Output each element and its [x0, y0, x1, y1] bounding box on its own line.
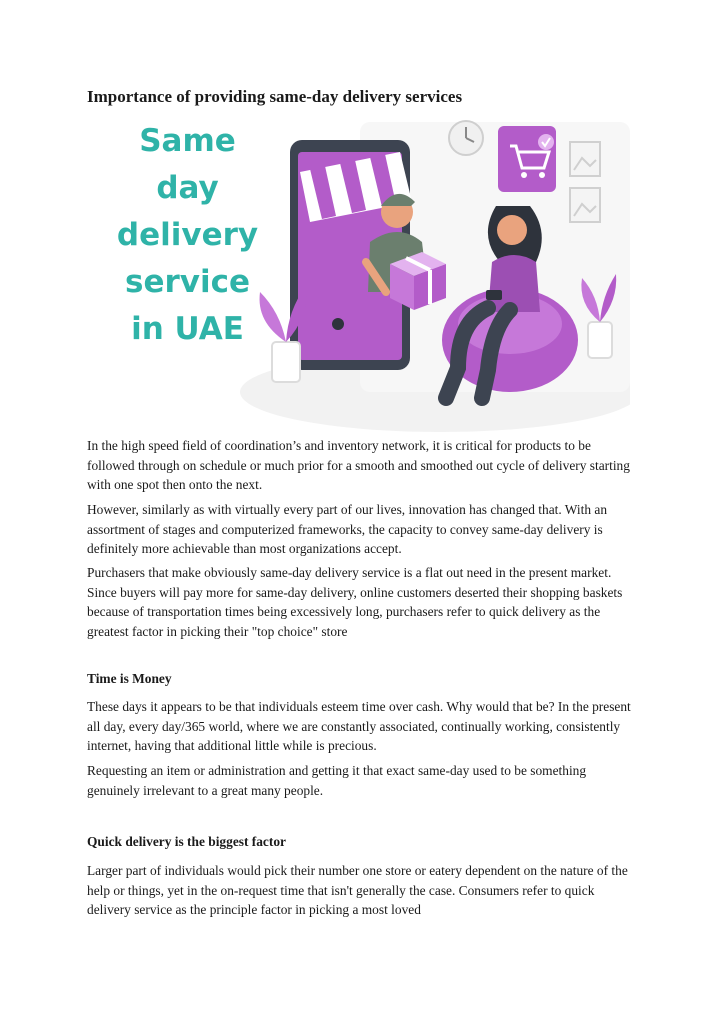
hero-text: [110, 118, 265, 353]
hero-line-4: service: [125, 264, 250, 300]
intro-paragraph: Purchasers that make obviously same-day delivery service is a flat out need in the present market. Since buyers will pay more for same-day delivery, online customers deserted their shopping baskets because of transportation times being excessively long, purchasers refer to quick delivery as the greatest factor in picking their "top choice" store: [87, 565, 623, 639]
page-title: Importance of providing same-day delivery services: [87, 87, 463, 106]
intro-paragraph: However, similarly as with virtually every part of our lives, innovation has changed that. With an assortment of stages and computerized frameworks, the capacity to convey same-day delivery is definitely more achievable than most organizations accept.: [87, 502, 608, 556]
intro-paragraph: In the high speed field of coordination’s and inventory network, it is critical for products to be followed through on schedule or much prior for a smooth and smoothed out cycle of delivery starting with one spot then onto the next.: [87, 438, 630, 492]
hero-line-1: Same: [139, 123, 236, 159]
section-heading-quick: Quick delivery is the biggest factor: [87, 834, 286, 849]
hero-line-2: day: [156, 170, 219, 206]
hero-line-3: delivery: [116, 217, 259, 253]
section-paragraph: Requesting an item or administration and getting it that exact same-day used to be something genuinely irrelevant to a great many people.: [87, 763, 587, 798]
section-heading-time: Time is Money: [87, 671, 172, 686]
clock-icon: [449, 121, 483, 155]
shopping-cart-icon: [498, 126, 556, 192]
section-paragraph: Larger part of individuals would pick their number one store or eatery dependent on the nature of the help or things, yet in the on-request time that isn't generally the case. Consumers refer to quick delivery service as the principle factor in picking a most loved: [87, 863, 628, 917]
hero-line-5: in UAE: [131, 311, 244, 347]
section-paragraph: These days it appears to be that individuals esteem time over cash. Why would that be? In the present all day, every day/365 world, where we are constantly associated, continually working, consistently internet, having that additional little while is precious.: [87, 699, 631, 753]
